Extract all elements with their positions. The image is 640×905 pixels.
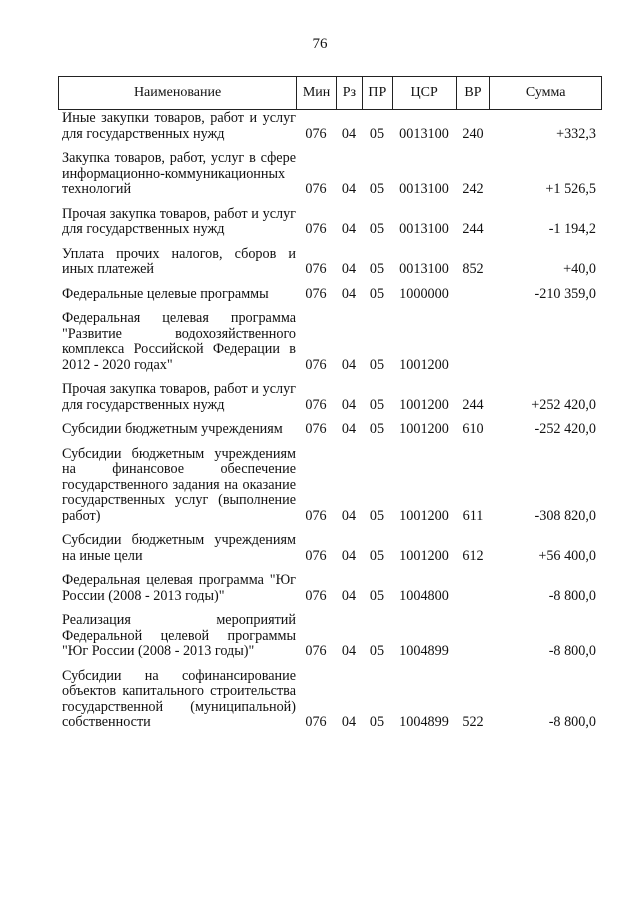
table-row	[58, 287, 602, 303]
table-row	[58, 382, 602, 413]
row-vr: 522	[462, 714, 484, 730]
row-name: Субсидии бюджетным учреждениям на иные цели	[62, 532, 296, 564]
table-row	[58, 311, 602, 373]
table-row	[58, 111, 602, 142]
row-rz: 04	[341, 181, 357, 197]
table-row	[58, 573, 602, 604]
row-pr: 05	[369, 285, 385, 302]
row-name: Федеральная целевая программа "Юг России (2008 - 2013 годы)"	[62, 572, 296, 604]
row-pr: 05	[369, 125, 385, 142]
row-rz: 04	[341, 547, 357, 564]
row-vr: 242	[462, 181, 484, 197]
row-min: 076	[305, 261, 327, 277]
row-sum: -1 194,2	[548, 221, 596, 237]
table-row	[58, 151, 602, 198]
row-name: Закупка товаров, работ, услуг в сфере информационно-коммуникационных технологий	[62, 150, 296, 197]
row-pr: 05	[369, 421, 385, 437]
row-vr: 610	[462, 421, 484, 437]
row-vr: 244	[462, 396, 484, 413]
row-sum: -210 359,0	[534, 285, 596, 302]
row-sum: +1 526,5	[545, 181, 596, 197]
header-vr: ВР	[456, 77, 490, 109]
row-pr: 05	[369, 221, 385, 237]
row-name: Уплата прочих налогов, сборов и иных платежей	[62, 245, 296, 277]
row-rz: 04	[341, 125, 357, 142]
row-csr: 0013100	[399, 181, 449, 197]
row-min: 076	[305, 714, 327, 730]
row-pr: 05	[369, 396, 385, 413]
row-min: 076	[305, 356, 327, 373]
row-name: Федеральная целевая программа "Развитие водохозяйственного комплекса Российской Федерации в 2012 - 2020 годах"	[62, 310, 296, 373]
row-csr: 1000000	[399, 285, 449, 302]
table-row	[58, 613, 602, 660]
row-sum: +40,0	[563, 261, 596, 277]
row-pr: 05	[369, 181, 385, 197]
table-header	[58, 76, 602, 110]
row-sum: -8 800,0	[548, 714, 596, 730]
row-csr: 1004800	[399, 587, 449, 604]
row-rz: 04	[341, 261, 357, 277]
row-pr: 05	[369, 507, 385, 524]
table-row	[58, 669, 602, 731]
row-min: 076	[305, 285, 327, 302]
row-csr: 0013100	[399, 125, 449, 142]
row-csr: 0013100	[399, 261, 449, 277]
row-name: Прочая закупка товаров, работ и услуг для государственных нужд	[62, 205, 296, 237]
row-csr: 1004899	[399, 714, 449, 730]
row-name: Субсидии бюджетным учреждениям на финансовое обеспечение государственного задания на оказание государственных услуг (выполнение работ)	[62, 445, 296, 524]
header-min: Мин	[296, 77, 336, 109]
row-sum: +252 420,0	[531, 396, 596, 413]
row-min: 076	[305, 125, 327, 142]
row-name: Федеральные целевые программы	[62, 285, 269, 302]
row-rz: 04	[341, 643, 357, 659]
row-pr: 05	[369, 261, 385, 277]
row-rz: 04	[341, 356, 357, 373]
row-rz: 04	[341, 285, 357, 302]
table-body	[58, 111, 602, 731]
row-name: Иные закупки товаров, работ и услуг для государственных нужд	[62, 110, 296, 142]
row-rz: 04	[341, 396, 357, 413]
budget-table	[58, 76, 602, 740]
header-name: Наименование	[133, 85, 222, 100]
row-rz: 04	[341, 421, 357, 437]
row-csr: 1001200	[399, 356, 449, 373]
row-name: Реализация мероприятий Федеральной целевой программы "Юг России (2008 - 2013 годы)"	[62, 612, 296, 659]
table-row	[58, 533, 602, 564]
row-sum: -308 820,0	[534, 507, 596, 524]
row-pr: 05	[369, 643, 385, 659]
row-rz: 04	[341, 587, 357, 604]
row-name: Субсидии бюджетным учреждениям	[62, 421, 283, 437]
row-pr: 05	[369, 714, 385, 730]
page-number: 76	[312, 36, 328, 52]
row-csr: 0013100	[399, 221, 449, 237]
row-min: 076	[305, 507, 327, 524]
row-rz: 04	[341, 221, 357, 237]
row-vr: 240	[462, 125, 484, 142]
row-csr: 1001200	[399, 507, 449, 524]
row-csr: 1004899	[399, 643, 449, 659]
row-min: 076	[305, 643, 327, 659]
row-name: Прочая закупка товаров, работ и услуг для государственных нужд	[62, 381, 296, 413]
row-min: 076	[305, 396, 327, 413]
row-sum: -8 800,0	[548, 643, 596, 659]
row-csr: 1001200	[399, 421, 449, 437]
row-min: 076	[305, 181, 327, 197]
row-sum: +56 400,0	[538, 547, 596, 564]
row-vr: 244	[462, 221, 484, 237]
header-sum: Сумма	[489, 77, 601, 109]
row-pr: 05	[369, 547, 385, 564]
row-rz: 04	[341, 714, 357, 730]
row-min: 076	[305, 221, 327, 237]
row-vr: 612	[462, 547, 484, 564]
row-vr: 611	[462, 507, 484, 524]
row-min: 076	[305, 421, 327, 437]
row-name: Субсидии на софинансирование объектов капитального строительства государственной (муниципальной) собственности	[62, 667, 296, 730]
header-pr: ПР	[362, 77, 392, 109]
row-pr: 05	[369, 587, 385, 604]
table-row	[58, 447, 602, 525]
row-csr: 1001200	[399, 547, 449, 564]
table-row	[58, 247, 602, 278]
row-min: 076	[305, 547, 327, 564]
row-sum: +332,3	[556, 125, 596, 142]
row-vr: 852	[462, 261, 484, 277]
header-rz: Рз	[336, 77, 362, 109]
row-pr: 05	[369, 356, 385, 373]
row-csr: 1001200	[399, 396, 449, 413]
table-row	[58, 422, 602, 438]
row-min: 076	[305, 587, 327, 604]
row-sum: -8 800,0	[548, 587, 596, 604]
row-rz: 04	[341, 507, 357, 524]
header-csr: ЦСР	[392, 77, 456, 109]
table-row	[58, 207, 602, 238]
row-sum: -252 420,0	[534, 421, 596, 437]
